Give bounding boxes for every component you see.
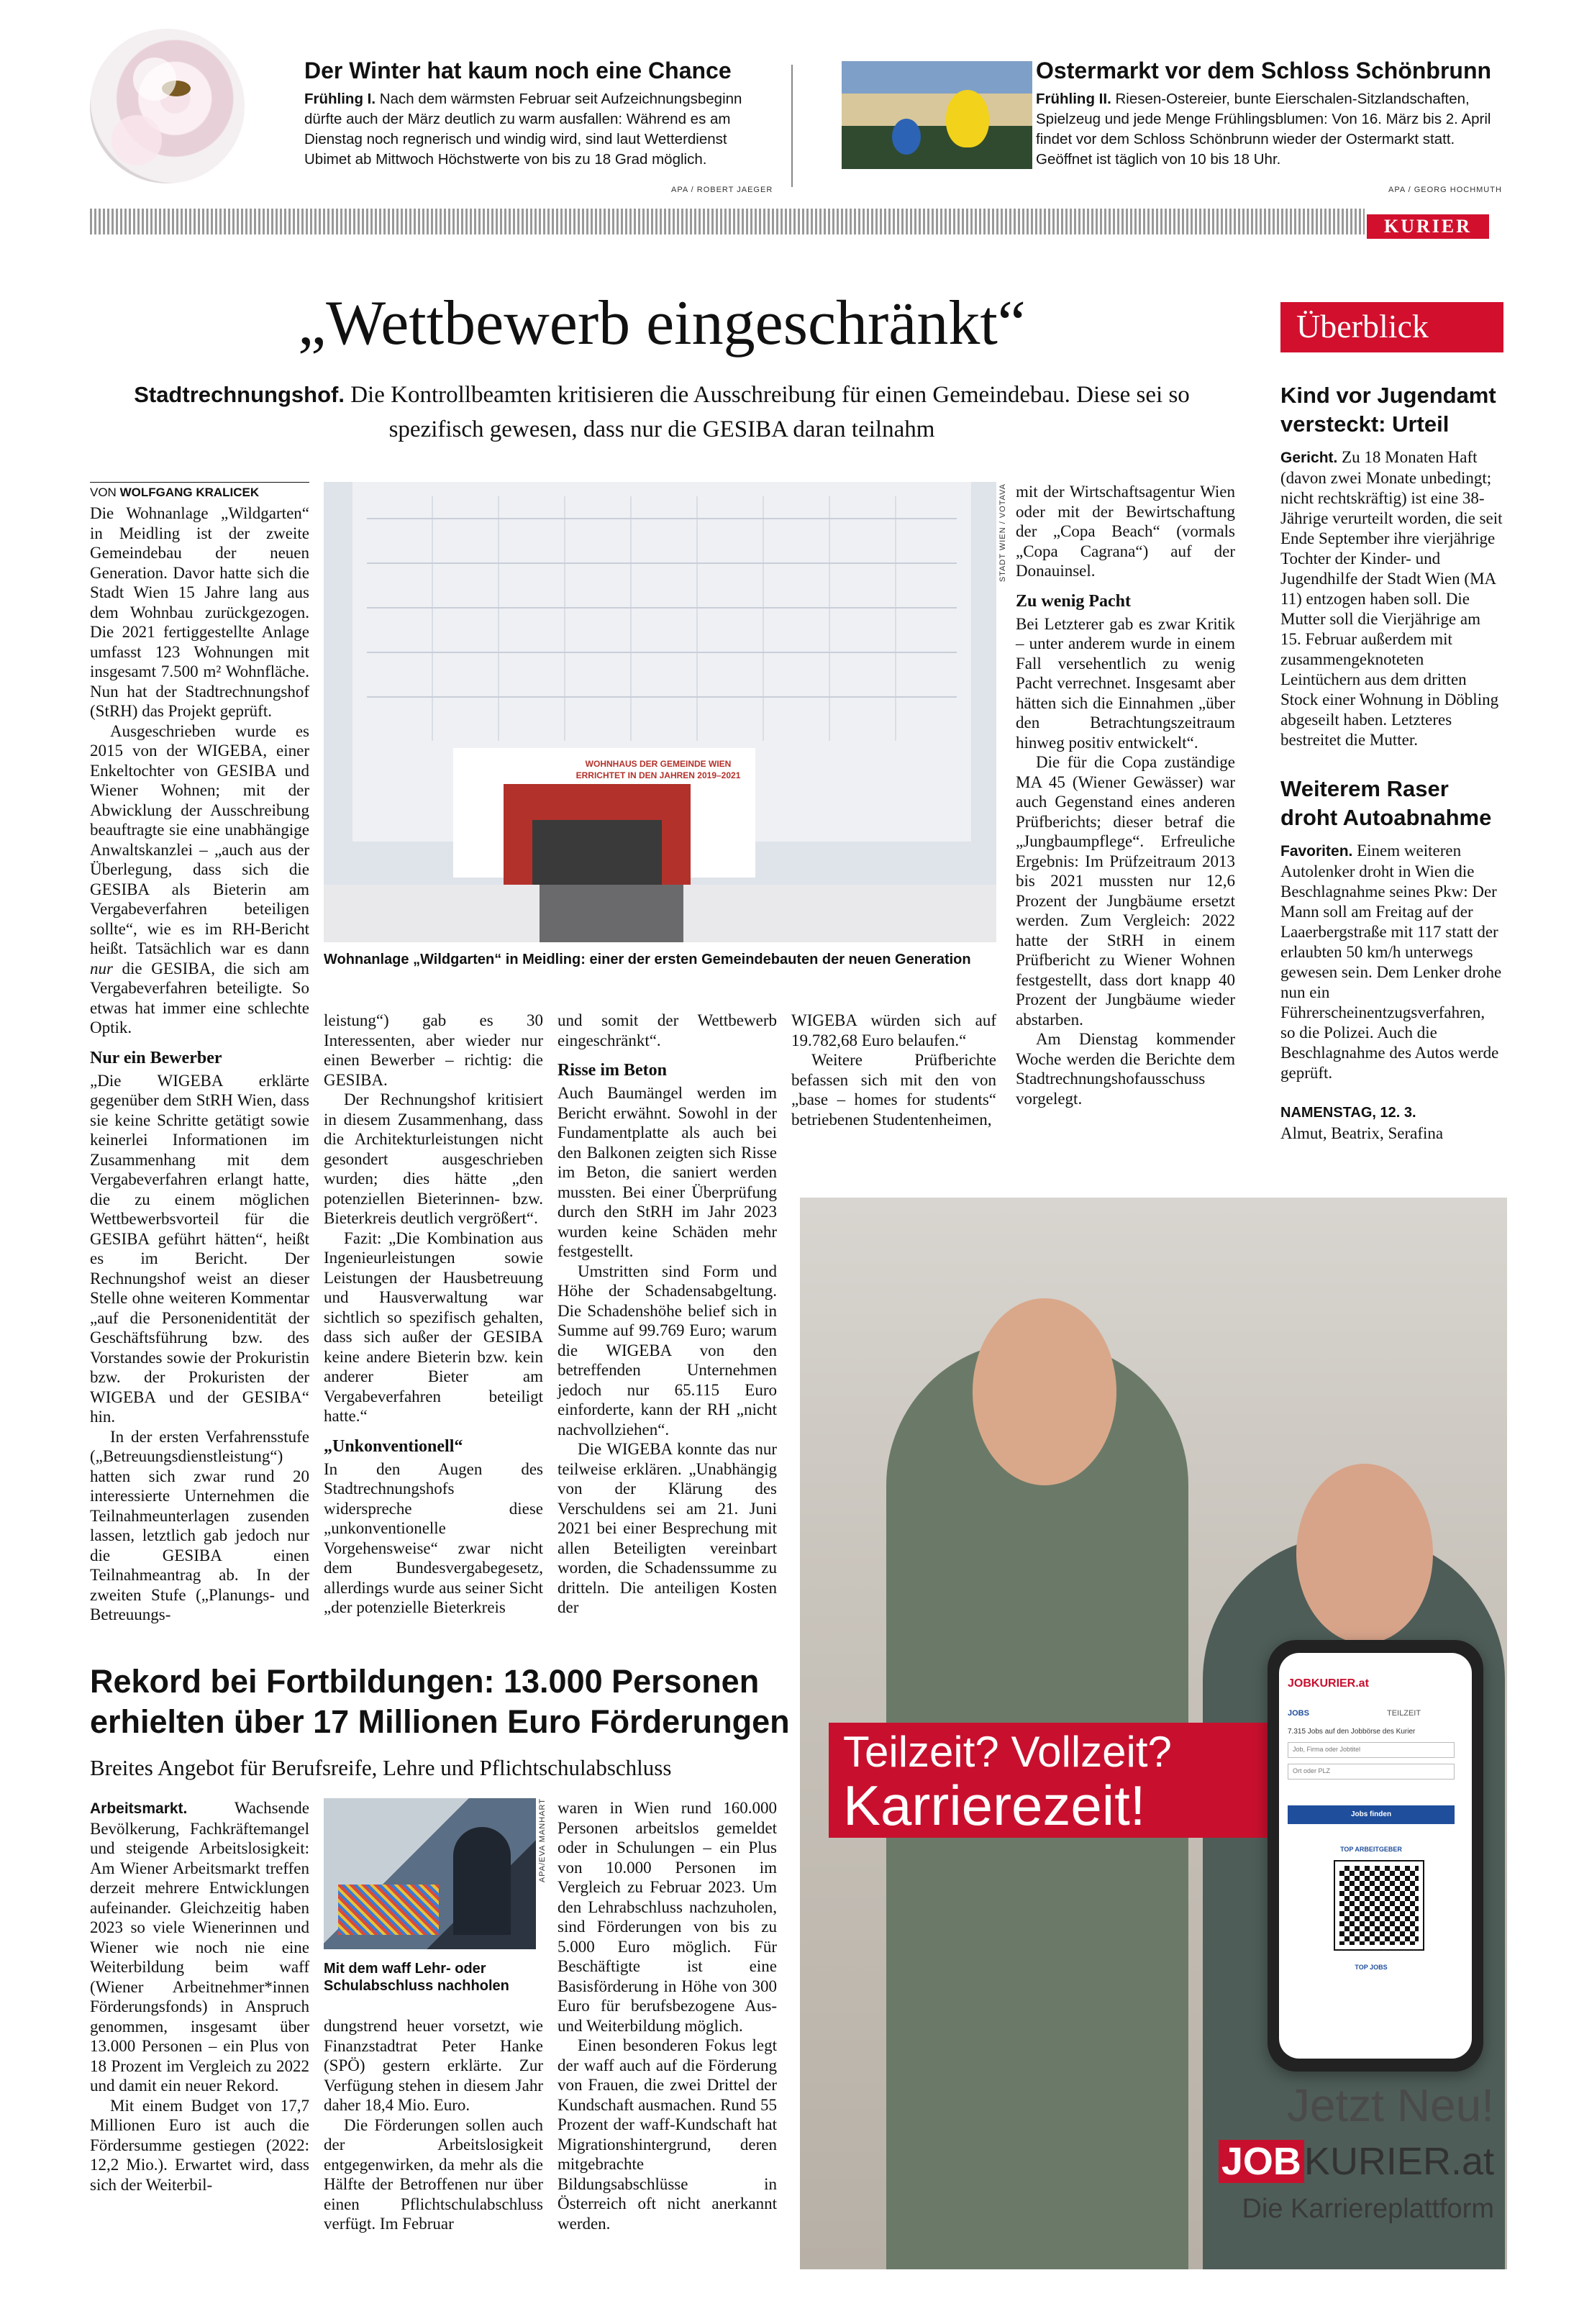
section-rule <box>90 209 1365 234</box>
phone-logo: JOBKURIER.at <box>1288 1677 1369 1690</box>
second-col-2: dungstrend heuer vorsetzt, wie Finanzstadtrat Peter Hanke (SPÖ) gestern erklärte. Zur Verfügung stehen in diesem Jahr daher 18,4 Mio. Euro. Die Förderungen sollen auch der Arbeitslosigkeit entgegenwirken, da mehr als die Hälfte der Betroffenen nur über einen Pflichtschulabschluss verfügt. Im Februar <box>324 2017 543 2233</box>
easter-egg-icon <box>946 90 989 147</box>
second-photo-caption: Mit dem waff Lehr- oder Schulabschluss nachholen <box>324 1961 509 1994</box>
ad-headline: Teilzeit? Vollzeit? Karrierezeit! <box>829 1723 1268 1838</box>
ad-jetzt-neu: Jetzt Neu! <box>1286 2079 1494 2131</box>
building-sign: WOHNHAUS DER GEMEINDE WIEN ERRICHTET IN DEN JAHREN 2019–2021 <box>575 759 741 780</box>
second-photo <box>324 1798 536 1949</box>
sidebar-item1-text: Gericht. Zu 18 Monaten Haft (davon zwei Monate unbedingt; nicht rechtskräftig) ist eine 38-Jährige verurteilt worden, die seit Ende September ihre vierjährige Tochter der Kinder- und Jugendhilfe der Stadt Wien (MA 11) entzogen haben soll. Die Mutter soll die Vierjährige am 15. Februar außerdem mit zusammengeknoteten Leintüchern aus dem dritten Stock einer Wohnung in Döbling abgeseilt haben. Letzteres bestreitet die Mutter. <box>1280 448 1503 749</box>
building-windows <box>367 496 957 741</box>
job-ad[interactable] <box>800 1198 1507 2269</box>
phone-top-jobs: TOP JOBS <box>1355 1964 1388 1971</box>
phone-field-job[interactable]: Job, Firma oder Jobtitel <box>1288 1742 1455 1758</box>
phone-count: 7.315 Jobs auf den Jobbörse des Kurier <box>1288 1728 1416 1736</box>
phone-search-button[interactable]: Jobs finden <box>1288 1805 1455 1824</box>
byline-author: WOLFGANG KRALICEK <box>119 486 260 499</box>
phone-screen <box>1279 1653 1472 2059</box>
main-col-1: Die Wohnanlage „Wildgarten“ in Meidling ist der zweite Gemeindebau der neuen Generation. Davor hatte sich die Stadt Wien 15 Jahre lang aus dem Wohnbau zurückgezogen. Die 2021 fertiggestellte Anlage umfasst 123 Wohnungen mit insgesamt 7.500 m² Wohnfläche. Nun hat der Stadtrechnungshof (StRH) das Projekt geprüft. Ausgeschrieben wurde es 2015 von der WIGEBA, einer Enkeltochter von GESIBA und Wiener Wohnen; mit der Abwicklung der Ausschreibung beauftragte sie eine unabhängige Anwaltskanzlei – „auch aus der Überlegung, dass sich die GESIBA als Bieterin am Vergabeverfahren beteiligen sollte“, wie es im RH-Bericht heißt. Tatsächlich war es dann nur die GESIBA, die sich am Vergabeverfahren beteiligte. So etwas hat immer eine schlechte Optik. Nur ein Bewerber „Die WIGEBA erklärte gegenüber dem StRH Wien, dass sie keine Schritte getätigt sowie keinerlei Informationen im Zusammenhang mit dem Vergabeverfahren erlangt hatte, die zu einem möglichen Wettbewerbsvorteil für die GESIBA geführt hätten“, heißt es im Bericht. Der Rechnungshof weist an dieser Stelle ohne weiteren Kommentar „auf die Personenidentität der Geschäftsführung bzw. des Vorstandes sowie der Prokuristin bzw. der Prokuristen der WIGEBA und der GESIBA“ hin. In der ersten Verfahrensstufe („Betreuungsdienstleistung“) hatten sich zwar rund 20 interessierte Unternehmen die Teilnahmeunterlagen zusenden lassen, letztlich gab jedoch nur die GESIBA einen Teilnahmeantrag ab. In der zweiten Stufe („Planungs- und Betreuungs- <box>90 504 309 1623</box>
teaser-right-image <box>842 61 1032 169</box>
qr-code-icon[interactable] <box>1335 1862 1423 1949</box>
nameday-label: NAMENSTAG, 12. 3. <box>1280 1105 1416 1121</box>
phone-field-ort[interactable]: Ort oder PLZ <box>1288 1764 1455 1780</box>
ad-logo-kurier: KURIER.at <box>1303 2140 1494 2183</box>
teaser-left-credit: APA / ROBERT JAEGER <box>671 186 773 194</box>
main-headline: „Wettbewerb eingeschränkt“ <box>298 288 1026 358</box>
main-photo-caption: Wohnanlage „Wildgarten“ in Meidling: einer der ersten Gemeindebauten der neuen Generation <box>324 952 971 967</box>
brand-logo: KURIER <box>1367 214 1489 239</box>
main-deck-kicker: Stadtrechnungshof. <box>134 382 345 407</box>
subhead-unkonventionell: „Unkonventionell“ <box>324 1436 463 1456</box>
sidebar-item2-text: Favoriten. Einem weiteren Autolenker droht in Wien die Beschlagnahme seines Pkw: Der Mann soll am Freitag auf der Laaerbergstraße mit 117 statt der erlaubten 50 km/h unterwegs gewesen sein. Dem Lenker drohe nun ein Führerscheinentzugsverfahren, so die Polizei. Auch die Beschlagnahme des Autos werde geprüft. <box>1280 842 1502 1082</box>
sidebar-item2-title: Weiterem Raser droht Autoabnahme <box>1280 776 1492 830</box>
second-deck: Breites Angebot für Berufsreife, Lehre und Pflichtschulabschluss <box>90 1755 672 1780</box>
second-col-1: Arbeitsmarkt. Wachsende Bevölkerung, Fachkräftemangel und steigende Arbeitslosigkeit: Am Wiener Arbeitsmarkt treffen derzeit mehrere Entwicklungen aufeinander. Gleichzeitig haben 2023 so viele Wienerinnen und Wiener wie noch nie eine Weiterbildung beim waff (Wiener Arbeitnehmer*innen Förderungsfonds) in Anspruch genommen, insgesamt über 13.000 Personen – ein Plus von 18 Prozent im Vergleich zu 2022 und damit ein neuer Rekord. Mit einem Budget von 17,7 Millionen Euro ist auch die Fördersumme gestiegen (2022: 12,2 Mio.). Erwartet wird, dass sich der Weiterbil- <box>90 1799 309 2194</box>
sidebar-item1-title: Kind vor Jugendamt versteckt: Urteil <box>1280 383 1496 437</box>
nameday-names: Almut, Beatrix, Serafina <box>1280 1124 1444 1142</box>
teaser-left <box>90 29 777 194</box>
main-photo <box>324 482 996 942</box>
main-col-2: leistung“) gab es 30 Interessenten, aber wieder nur einen Bewerber – richtig: die GESIBA. Der Rechnungshof kritisiert in diesem Zusammenhang, dass die Architekturleistungen nicht gesondert ausgeschrieben wurden; dies hätte „den potenziellen Bieterinnen- bzw. Bieterkreis deutlich vergrößert“. Fazit: „Die Kombination aus Ingenieurleistungen sowie Leistungen der Hausbetreuung und Hausverwaltung war sichtlich so spezifisch gehalten, dass sich außer der GESIBA keine andere Bieterin bzw. kein anderer Bieter am Vergabeverfahren beteiligt hatte.“ „Unkonventionell“ In den Augen des Stadtrechnungshofs widerspreche diese „unkonventionelle Vorgehensweise“ zwar nicht dem Bundesvergabegesetz, allerdings wurde aus seiner Sicht „der potenzielle Bieterkreis <box>324 1011 543 1616</box>
main-photo-credit: STADT WIEN / VOTAVA <box>998 483 1007 583</box>
teaser-left-image <box>90 29 245 183</box>
teaser-right-kicker: Frühling II. <box>1036 91 1111 107</box>
teaser-left-kicker: Frühling I. <box>304 91 376 107</box>
byline: VON WOLFGANG KRALICEK <box>90 482 309 500</box>
phone-tab-jobs[interactable]: JOBS <box>1288 1709 1309 1718</box>
teaser-right-text: Frühling II. Riesen-Ostereier, bunte Eierschalen-Sitzlandschaften, Spielzeug und jede Menge Frühlingsblumen: Von 16. März bis 2. April findet vor dem Schloss Schönbrunn wieder der Ostermarkt statt. Geöffnet ist täglich von 10 bis 18 Uhr. <box>1036 91 1491 168</box>
teaser-right <box>842 29 1503 194</box>
second-col-3: waren in Wien rund 160.000 Personen arbeitslos gemeldet oder in Schulungen – ein Plus von 10.000 Personen im Vergleich zu Februar 2023. Um den Lehrabschluss nachzuholen, sind Förderungen von bis zu 5.000 Euro möglich. Für Beschäftigte ist eine Basisförderung in Höhe von 300 Euro für berufsbezogene Aus- und Weiterbildung möglich. Einen besonderen Fokus legt der waff auch auf die Förderung von Frauen, die zwei Drittel der Kundschaft ausmachen. Rund 55 Prozent der waff-Kundschaft hat Migrationshintergrund, deren mitgebrachte Bildungsabschlüsse in Österreich oft nicht anerkannt werden. <box>558 1799 777 2233</box>
teaser-left-text: Frühling I. Nach dem wärmsten Februar seit Aufzeichnungsbeginn dürfte auch der März deutlich zu warm ausfallen: Während es am Dienstag noch regnerisch und windig wird, sind laut Wetterdienst Ubimet ab Mittwoch Höchstwerte von bis zu 18 Grad möglich. <box>304 91 742 168</box>
main-col-5: mit der Wirtschaftsagentur Wien oder mit der Bewirtschaftung der „Copa Beach“ (vormals „Copa Cagrana“) auf der Donauinsel. Zu wenig Pacht Bei Letzterer gab es zwar Kritik – unter anderem wurde in einem Fall versehentlich zu wenig Pacht verrechnet. Insgesamt aber hätten sich die Einnahmen „über den Betrachtungszeitraum hinweg positiv entwickelt“. Die für die Copa zuständige MA 45 (Wiener Gewässer) war auch Gegenstand eines anderen Prüfberichts; dieser betraf die „Jungbaumpflege“. Erfreuliche Ergebnis: Im Prüfzeitraum 2013 bis 2021 mussten nur 12,6 Prozent der Jungbäume ersetzt werden. Zum Vergleich: 2022 hatte der StRH in einem Prüfbericht zu Wiener Wohnen festgestellt, dass dort knapp 40 Prozent der Jungbäume wieder abstarben. Am Dienstag kommender Woche werden die Berichte dem Stadtrechnungshofausschuss vorgelegt. <box>1016 483 1235 1108</box>
workbench-wires <box>338 1885 439 1935</box>
teaser-divider <box>791 65 793 187</box>
man-face <box>973 1298 1116 1485</box>
sidebar-header: Überblick <box>1280 302 1503 352</box>
woman-face <box>1296 1464 1433 1644</box>
phone-mockup <box>1268 1640 1483 2072</box>
main-col-4: WIGEBA würden sich auf 19.782,68 Euro belaufen.“ Weitere Prüfberichte befassen sich mit den von „base – homes for students“ betriebenen Studentenheimen, <box>791 1011 996 1129</box>
teaser-right-credit: APA / GEORG HOCHMUTH <box>1388 186 1502 194</box>
ad-logo-job: JOB <box>1219 2140 1304 2183</box>
second-photo-credit: APA/EVA MANHART <box>538 1798 547 1883</box>
subhead-nur-ein-bewerber: Nur ein Bewerber <box>90 1048 222 1067</box>
second-headline: Rekord bei Fortbildungen: 13.000 Personen erhielten über 17 Millionen Euro Förderungen <box>90 1663 790 1740</box>
subhead-zu-wenig-pacht: Zu wenig Pacht <box>1016 591 1132 611</box>
ad-tagline: Die Karriereplattform <box>1242 2194 1494 2224</box>
ad-logo[interactable] <box>1199 2140 1494 2183</box>
subhead-risse-im-beton: Risse im Beton <box>558 1061 667 1080</box>
teaser-right-title: Ostermarkt vor dem Schloss Schönbrunn <box>1036 58 1492 83</box>
main-col-3: und somit der Wettbewerb eingeschränkt“. Risse im Beton Auch Baumängel werden im Bericht erwähnt. Sowohl in der Fundamentplatte als auch bei den Balkonen zeigten sich Risse im Beton, die saniert werden mussten. Bei einer Überprüfung durch den StRH im Jahr 2023 wurden keine Schäden mehr festgestellt. Umstritten sind Form und Höhe der Schadensabgeltung. Die Schadenshöhe belief sich in Summe auf 99.769 Euro; warum die WIGEBA von den betreffenden Unternehmen jedoch nur 65.115 Euro einforderte, kann der RH „nicht nachvollziehen“. Die WIGEBA konnte das nur teilweise erklären. „Unabhängig von der Klärung des Verschuldens sei am 21. Juni 2021 bei einer Besprechung mit allen Beteiligten vereinbart worden, die Schadenssumme zu dritteln. Die anteiligen Kosten der <box>558 1011 777 1616</box>
main-deck: Stadtrechnungshof. Die Kontrollbeamten kritisieren die Ausschreibung für einen Gemeindebau. Diese sei so spezifisch gewesen, dass nur die GESIBA daran teilnahm <box>134 382 1190 442</box>
phone-tab-teilzeit[interactable]: TEILZEIT <box>1387 1709 1421 1718</box>
teaser-left-title: Der Winter hat kaum noch eine Chance <box>304 58 732 83</box>
phone-top-employer: TOP ARBEITGEBER <box>1340 1846 1402 1853</box>
sidebar <box>1280 302 1503 1143</box>
